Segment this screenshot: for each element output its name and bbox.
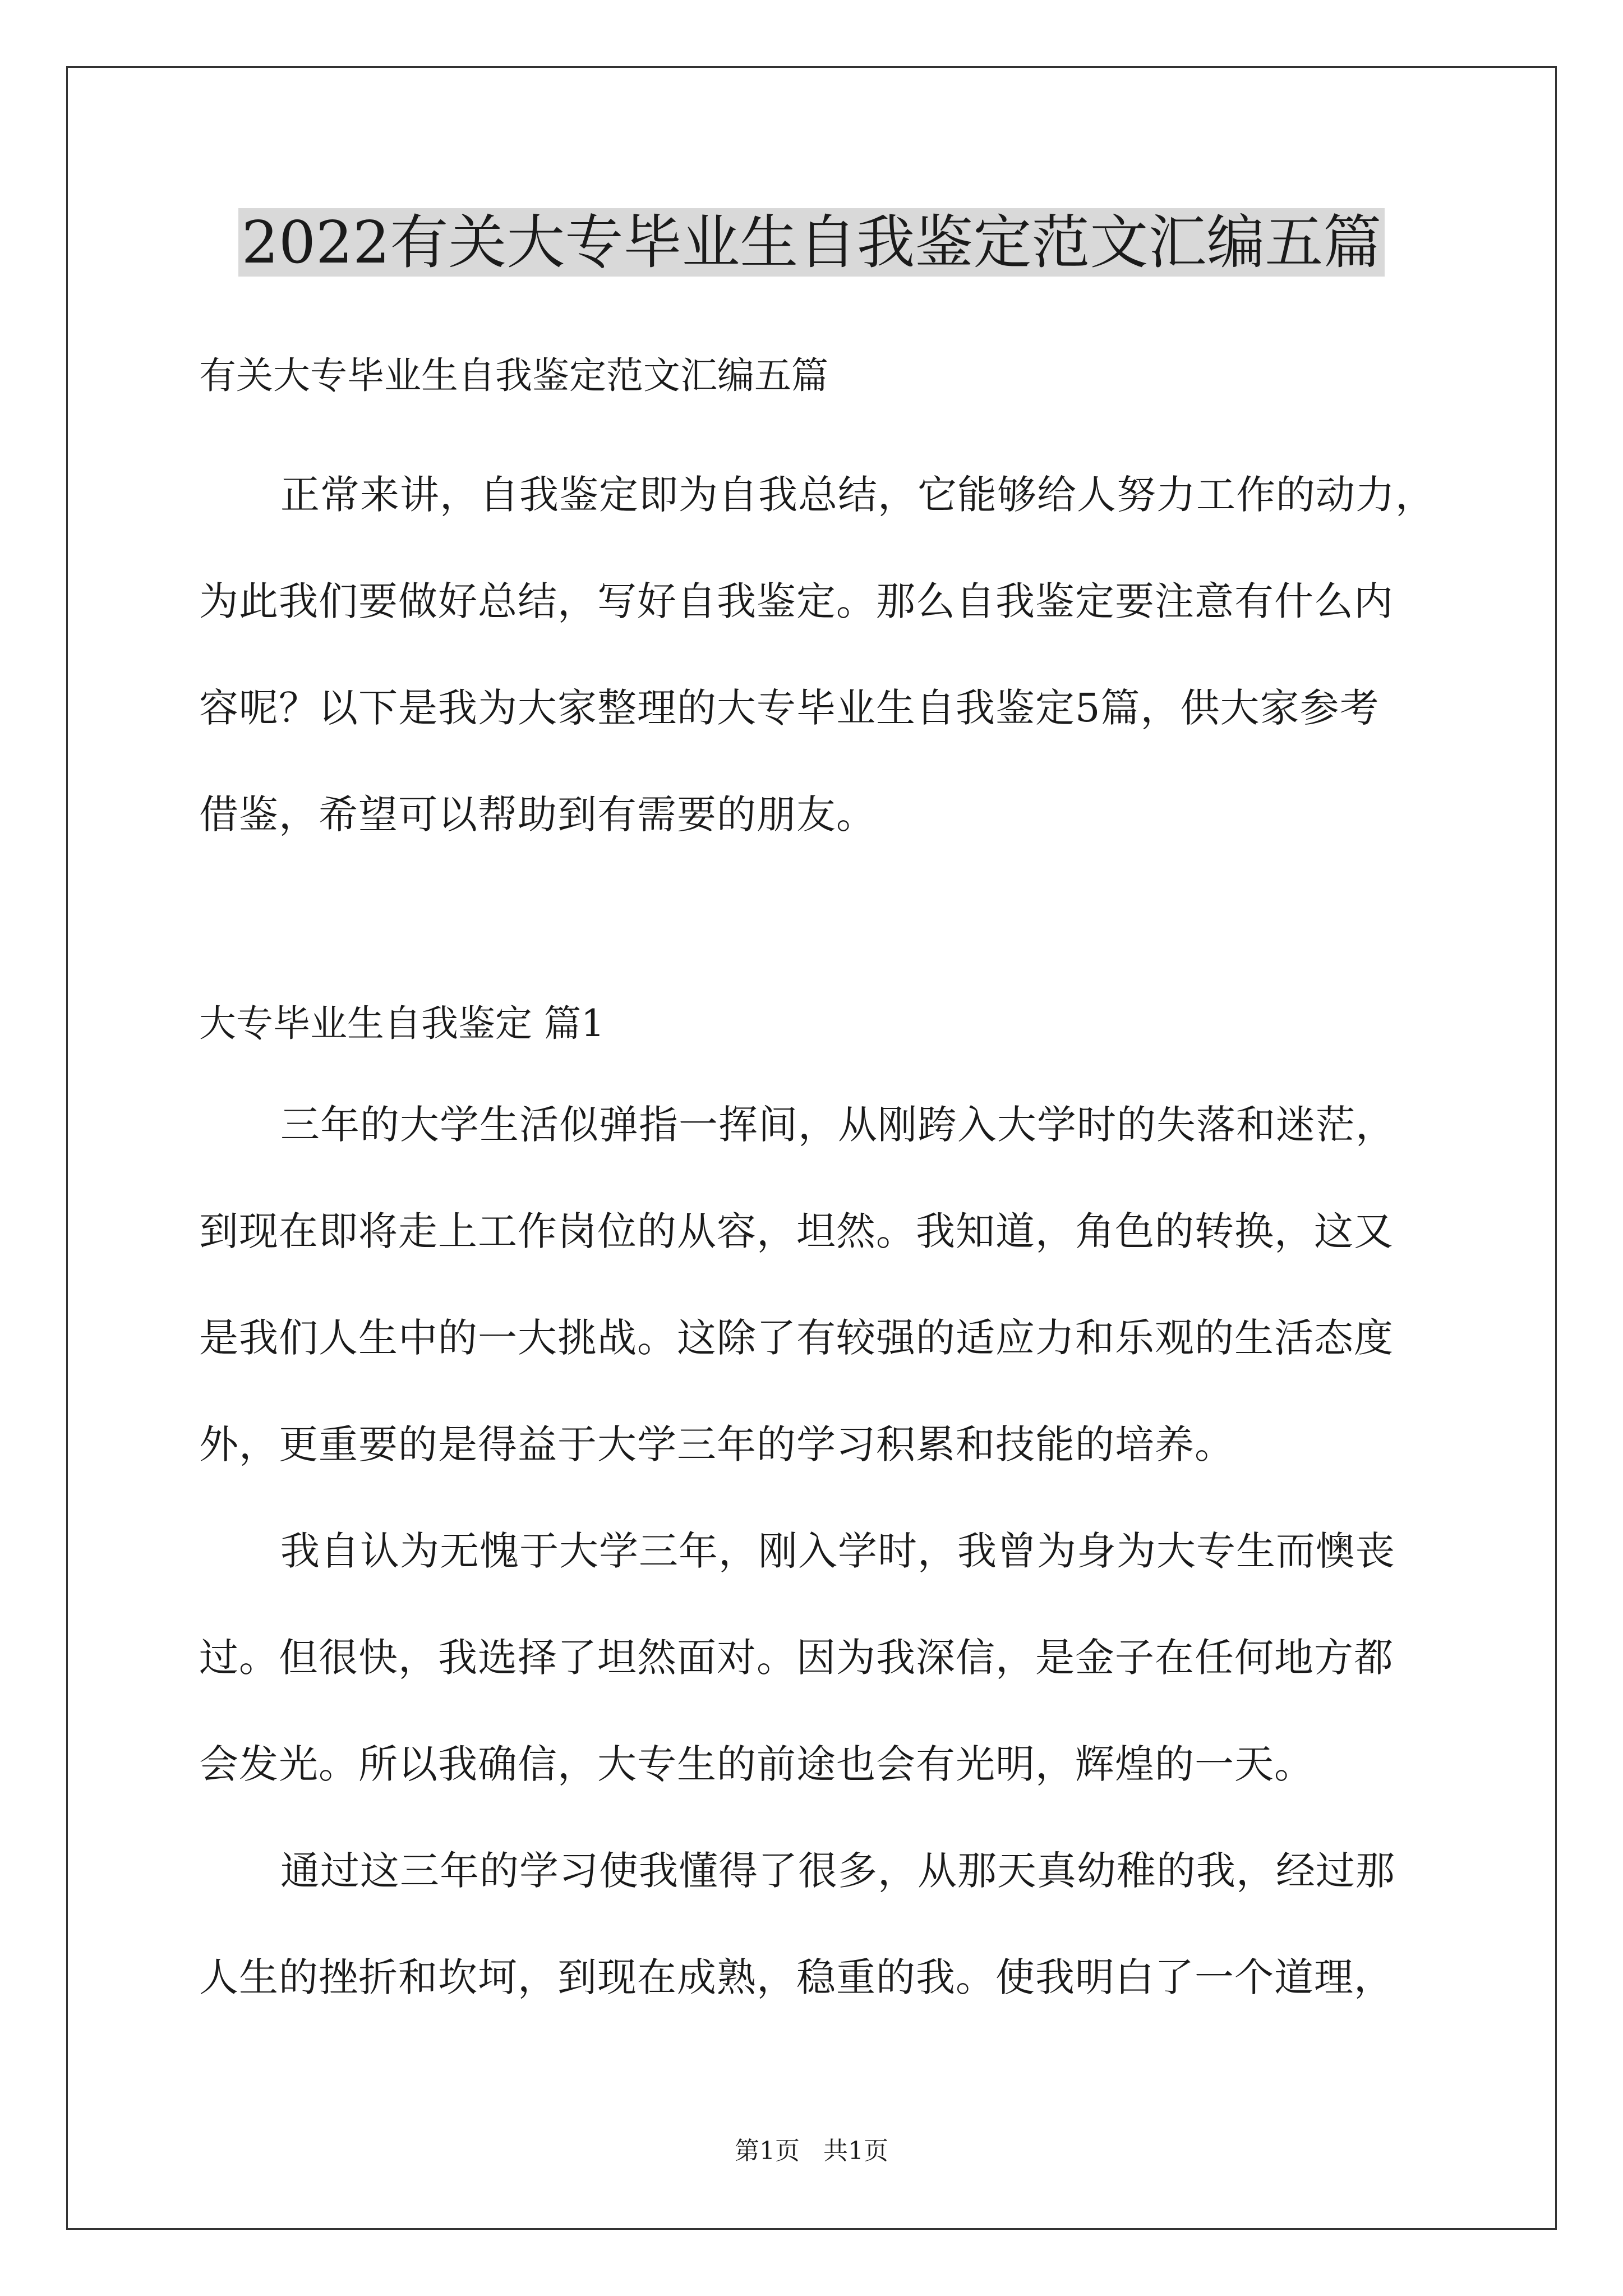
section-heading: 大专毕业生自我鉴定 篇1	[199, 1002, 605, 1045]
document-title	[0, 203, 1623, 282]
paragraph1-line: 三年的大学生活似弹指一挥间，从刚跨入大学时的失落和迷茫，	[280, 1102, 1395, 1148]
paragraph2-line: 过。但很快，我选择了坦然面对。因为我深信，是金子在任何地方都	[199, 1635, 1394, 1681]
intro-line: 为此我们要做好总结，写好自我鉴定。那么自我鉴定要注意有什么内	[199, 578, 1394, 624]
paragraph3-line: 人生的挫折和坎坷，到现在成熟，稳重的我。使我明白了一个道理，	[199, 1954, 1394, 2000]
intro-line: 借鉴，希望可以帮助到有需要的朋友。	[199, 792, 876, 838]
intro-line: 容呢？以下是我为大家整理的大专毕业生自我鉴定5篇，供大家参考	[199, 685, 1380, 731]
document-title-text: 2022有关大专毕业生自我鉴定范文汇编五篇	[238, 208, 1385, 277]
paragraph2-line: 我自认为无愧于大学三年，刚入学时，我曾为身为大专生而懊丧	[280, 1528, 1395, 1574]
intro-line: 正常来讲，自我鉴定即为自我总结，它能够给人努力工作的动力，	[280, 472, 1435, 518]
paragraph1-line: 是我们人生中的一大挑战。这除了有较强的适应力和乐观的生活态度	[199, 1315, 1394, 1361]
page-footer: 第1页 共1页	[735, 2137, 888, 2165]
document-subtitle: 有关大专毕业生自我鉴定范文汇编五篇	[199, 354, 828, 397]
paragraph3-line: 通过这三年的学习使我懂得了很多，从那天真幼稚的我，经过那	[280, 1848, 1395, 1894]
paragraph2-line: 会发光。所以我确信，大专生的前途也会有光明，辉煌的一天。	[199, 1741, 1314, 1787]
paragraph1-line: 到现在即将走上工作岗位的从容，坦然。我知道，角色的转换，这又	[199, 1208, 1394, 1254]
paragraph1-line: 外，更重要的是得益于大学三年的学习积累和技能的培养。	[199, 1421, 1234, 1467]
